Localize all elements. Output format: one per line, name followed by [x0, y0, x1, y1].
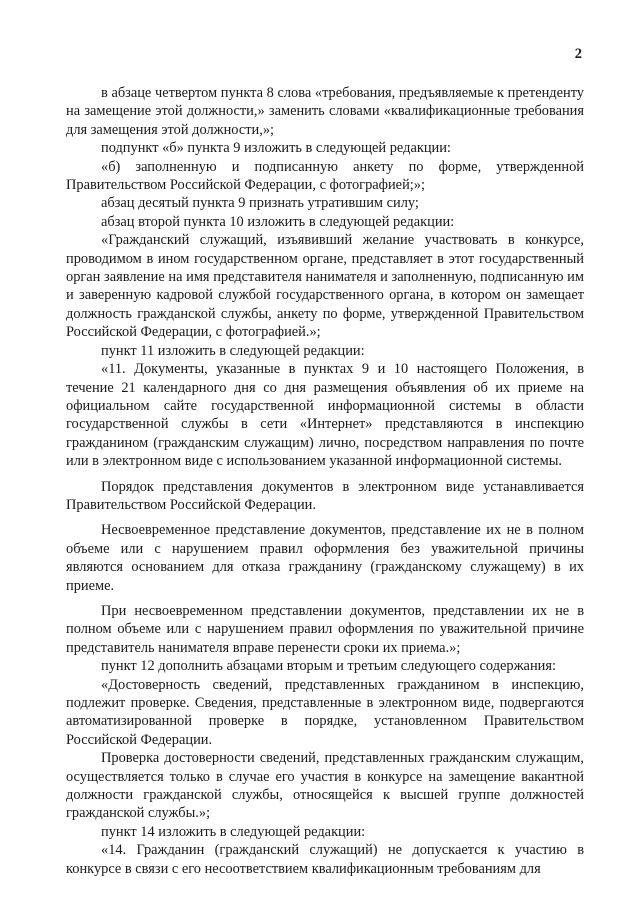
- paragraph-point-10-text: «Гражданский служащий, изъявивший желание участвовать в конкурсе, проводимом в ином государственном органе, представляет в этот государственный орган заявление на имя представителя нанимателя и заполненную, подписанную им и заверенную кадровой службой государственного органа, в котором он замещает должность гражданской службы, анкету по форме, утвержденной Правительством Российской Федерации, с фотографией.»;: [66, 232, 584, 341]
- paragraph-good-reason: При несвоевременном представлении документов, представлении их не в полном объеме или с нарушением правил оформления по уважительной причине представитель нанимателя вправе перенести сроки их приема.»;: [66, 602, 584, 656]
- paragraph-amend-point-8: в абзаце четвертом пункта 8 слова «требования, предъявляемые к претенденту на замещение этой должности,» заменить словами «квалификационные требования для замещения этой должности,»;: [66, 85, 584, 138]
- paragraph-point-14-text: «14. Гражданин (гражданский служащий) не допускается к участию в конкурсе в связи с его несоответствием квалификационным требованиям для: [66, 842, 584, 877]
- paragraph-amend-point-12: пункт 12 дополнить абзацами вторым и третьим следующего содержания:: [101, 658, 556, 675]
- paragraph-late-submission: Несвоевременное представление документов, представление их не в полном объеме или с нарушением правил оформления без уважительной причины являются основанием для отказа гражданину (гражданскому служащему) в их приеме.: [66, 522, 584, 594]
- paragraph-amend-point-10: абзац второй пункта 10 изложить в следующей редакции:: [101, 213, 455, 230]
- document-body: [66, 84, 584, 878]
- paragraph-subpoint-b-point-9: подпункт «б» пункта 9 изложить в следующей редакции:: [101, 140, 451, 157]
- paragraph-subpoint-b-text: «б) заполненную и подписанную анкету по форме, утвержденной Правительством Российской Федерации, с фотографией;»;: [66, 158, 584, 194]
- paragraph-electronic-procedure: Порядок представления документов в электронном виде устанавливается Правительством Российской Федерации.: [66, 478, 584, 513]
- paragraph-verification: «Достоверность сведений, представленных гражданином в инспекцию, подлежит проверке. Сведения, представленные в электронном виде, подвергаются автоматизированной проверке в порядке, установленном Правительством Российской Федерации.: [66, 676, 584, 748]
- paragraph-amend-point-11: пункт 11 изложить в следующей редакции:: [101, 342, 365, 359]
- page-number: 2: [574, 46, 582, 62]
- paragraph-verification-civil-servant: Проверка достоверности сведений, представленных гражданским служащим, осуществляется только в случае его участия в конкурсе на замещение вакантной должности гражданской службы, относящейся к высшей группе должностей гражданской службы.»;: [66, 750, 584, 822]
- paragraph-repeal-point-9: абзац десятый пункта 9 признать утратившим силу;: [101, 195, 419, 212]
- paragraph-point-11-text: «11. Документы, указанные в пунктах 9 и 10 настоящего Положения, в течение 21 календарного дня со дня размещения объявления об их приеме на официальном сайте государственной информационной системы в области государственной службы в сети «Интернет» представляются в инспекцию гражданином (гражданским служащим) лично, посредством направления по почте или в электронном виде с использованием указанной информационной системы.: [66, 361, 584, 470]
- paragraph-amend-point-14: пункт 14 изложить в следующей редакции:: [101, 823, 366, 840]
